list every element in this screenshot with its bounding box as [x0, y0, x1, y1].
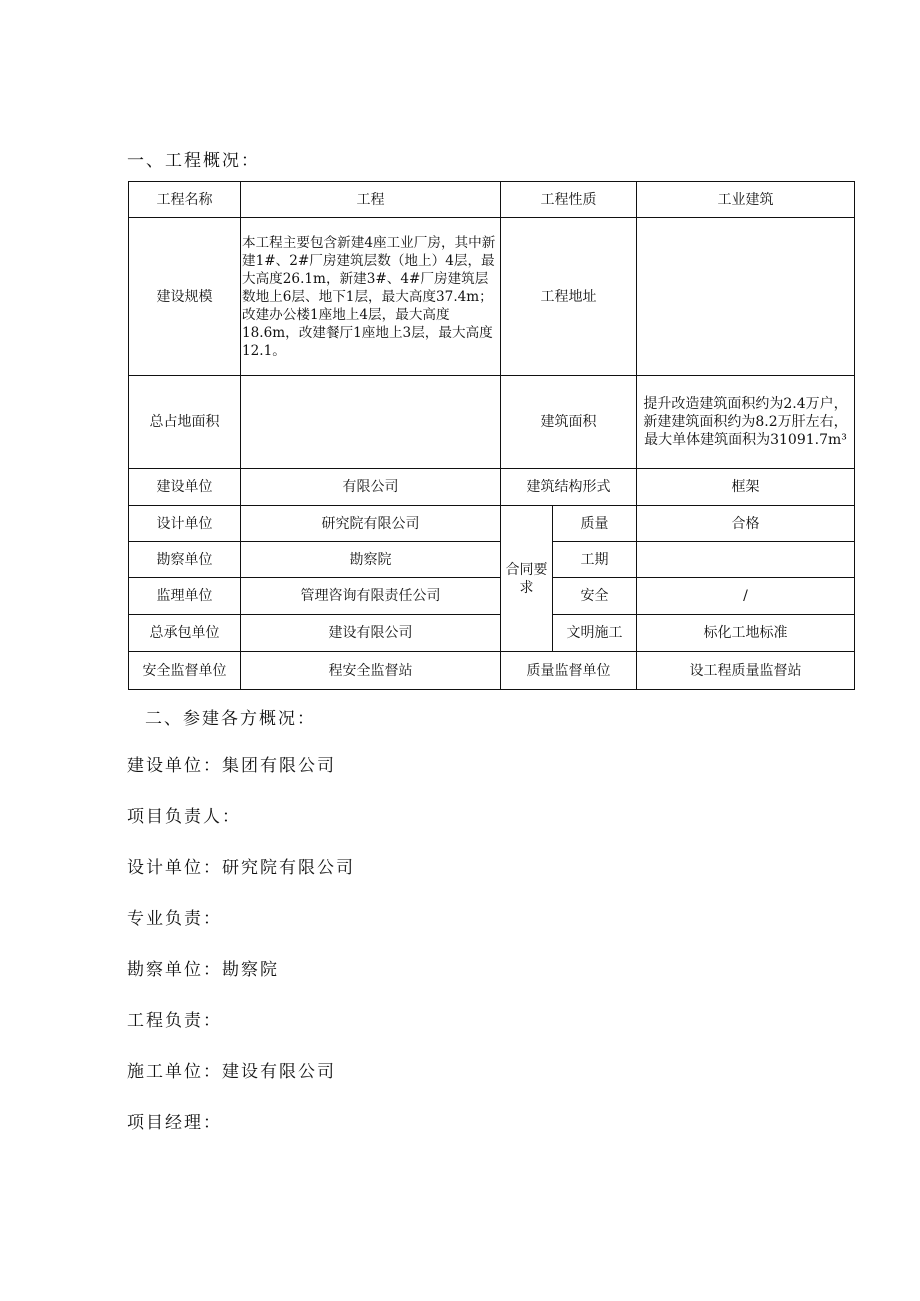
label-quality-supervision: 质量监督单位 — [501, 652, 637, 690]
table-row — [129, 506, 855, 542]
participants-list — [127, 750, 827, 1158]
project-manager-line: 项目经理： — [127, 1113, 222, 1133]
label-design-unit: 设计单位 — [129, 506, 241, 542]
owner-unit-line: 建设单位：集团有限公司 — [127, 756, 336, 776]
label-duration: 工期 — [553, 542, 637, 578]
label-safety: 安全 — [553, 578, 637, 615]
table-row — [129, 615, 855, 652]
value-project-nature: 工业建筑 — [637, 182, 855, 218]
value-general-contractor: 建设有限公司 — [241, 615, 501, 652]
survey-unit-line: 勘察单位：勘察院 — [127, 960, 279, 980]
value-project-name: 工程 — [241, 182, 501, 218]
label-project-nature: 工程性质 — [501, 182, 637, 218]
label-structure-type: 建筑结构形式 — [501, 469, 637, 506]
section-1-title: 一、工程概况： — [127, 151, 260, 171]
label-building-area: 建筑面积 — [501, 376, 637, 469]
survey-lead-line: 工程负责： — [127, 1011, 222, 1031]
label-owner-unit: 建设单位 — [129, 469, 241, 506]
label-survey-unit: 勘察单位 — [129, 542, 241, 578]
project-overview-table — [128, 181, 855, 690]
value-safety-supervision: 程安全监督站 — [241, 652, 501, 690]
value-supervision-unit: 管理咨询有限责任公司 — [241, 578, 501, 615]
label-civilized-construction: 文明施工 — [553, 615, 637, 652]
value-safety: / — [637, 578, 855, 615]
label-total-land-area: 总占地面积 — [129, 376, 241, 469]
value-project-address — [637, 218, 855, 376]
label-general-contractor: 总承包单位 — [129, 615, 241, 652]
table-row — [129, 652, 855, 690]
design-unit-line: 设计单位：研究院有限公司 — [127, 858, 355, 878]
label-supervision-unit: 监理单位 — [129, 578, 241, 615]
value-quality: 合格 — [637, 506, 855, 542]
section-2-title: 二、参建各方概况： — [145, 709, 316, 729]
value-owner-unit: 有限公司 — [241, 469, 501, 506]
label-quality: 质量 — [553, 506, 637, 542]
value-civilized-construction: 标化工地标准 — [637, 615, 855, 652]
table-row — [129, 469, 855, 506]
label-project-address: 工程地址 — [501, 218, 637, 376]
label-construction-scale: 建设规模 — [129, 218, 241, 376]
project-leader-line: 项目负责人： — [127, 807, 241, 827]
value-duration — [637, 542, 855, 578]
design-lead-line: 专业负责： — [127, 909, 222, 929]
table-row — [129, 578, 855, 615]
table-row — [129, 542, 855, 578]
value-quality-supervision: 设工程质量监督站 — [637, 652, 855, 690]
value-survey-unit: 勘察院 — [241, 542, 501, 578]
label-safety-supervision: 安全监督单位 — [129, 652, 241, 690]
label-project-name: 工程名称 — [129, 182, 241, 218]
value-total-land-area — [241, 376, 501, 469]
value-structure-type: 框架 — [637, 469, 855, 506]
value-design-unit: 研究院有限公司 — [241, 506, 501, 542]
value-building-area: 提升改造建筑面积约为2.4万户，新建建筑面积约为8.2万肝左右，最大单体建筑面积为31091.7m³ — [637, 376, 855, 469]
table-row — [129, 376, 855, 469]
value-construction-scale: 本工程主要包含新建4座工业厂房，其中新建1#、2#厂房建筑层数（地上）4层，最大高度26.1m，新建3#、4#厂房建筑层数地上6层、地下1层，最大高度37.4m；改建办公楼1座地上4层，最大高度18.6m，改建餐厅1座地上3层，最大高度12.1。 — [241, 218, 501, 376]
construction-unit-line: 施工单位：建设有限公司 — [127, 1062, 336, 1082]
table-row — [129, 218, 855, 376]
table-row — [129, 182, 855, 218]
label-contract-requirements: 合同要求 — [501, 506, 553, 652]
